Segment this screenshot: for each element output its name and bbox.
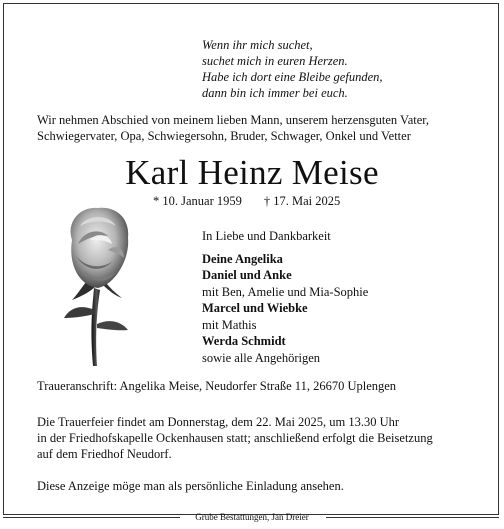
family-member: mit Mathis [202, 317, 257, 332]
family-member: Daniel und Anke [202, 268, 292, 282]
ceremony-line: Die Trauerfeier findet am Donnerstag, dem 22. Mai 2025, um 13.30 Uhr [37, 415, 400, 429]
family-member: mit Ben, Amelie und Mia-Sophie [202, 284, 369, 299]
mourning-address: Traueranschrift: Angelika Meise, Neudorfer Straße 11, 26670 Uplengen [37, 379, 397, 393]
undertaker-credit: Grube Bestattungen, Jan Dreier [195, 512, 309, 522]
rose-icon [50, 200, 150, 368]
life-dates [153, 193, 340, 209]
ceremony-line: auf dem Friedhof Neudorf. [37, 447, 172, 461]
intro-line: Wir nehmen Abschied von meinem lieben Mann, unserem herzensguten Vater, [37, 113, 430, 127]
ceremony-info [37, 414, 433, 462]
intro-line: Schwiegervater, Opa, Schwiegersohn, Bruder, Schwager, Onkel und Vetter [37, 129, 411, 143]
family-member: Deine Angelika [202, 251, 283, 266]
family-member: Werda Schmidt [202, 334, 286, 348]
family-heading: In Liebe und Dankbarkeit [202, 229, 331, 243]
family-member: Marcel und Wiebke [202, 301, 308, 315]
family-member: sowie alle Angehörigen [202, 350, 321, 365]
deceased-name: Karl Heinz Meise [125, 153, 379, 192]
poem-line: Wenn ihr mich suchet, [202, 38, 313, 52]
poem-line: Habe ich dort eine Bleibe gefunden, [202, 70, 383, 84]
death-date: † 17. Mai 2025 [263, 194, 341, 208]
closing-note: Diese Anzeige möge man als persönliche Einladung ansehen. [37, 479, 344, 493]
rose-leaf [97, 321, 128, 330]
poem [202, 37, 383, 101]
rose-leaf [64, 307, 95, 318]
family-block [202, 228, 368, 366]
poem-line: suchet mich in euren Herzen. [202, 54, 348, 68]
intro-text [37, 112, 429, 144]
ceremony-line: in der Friedhofskapelle Ockenhausen statt; anschließend erfolgt die Beisetzung [37, 431, 433, 445]
poem-line: dann bin ich immer bei euch. [202, 86, 348, 100]
birth-date: * 10. Januar 1959 [153, 194, 242, 208]
